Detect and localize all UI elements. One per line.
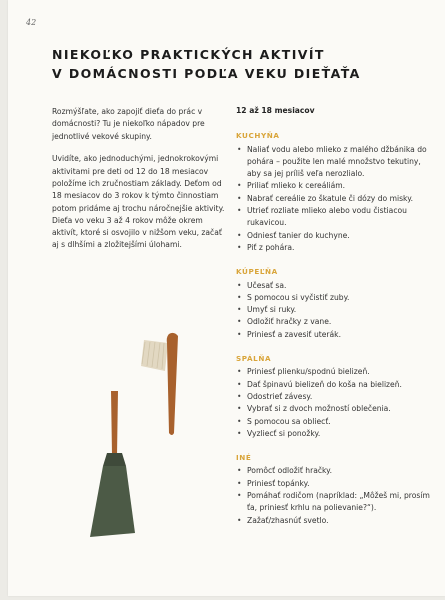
activity-section bbox=[236, 130, 436, 254]
list-item: • Zažať/zhasnúť svetlo. bbox=[236, 515, 436, 527]
list-item: • Odostrieť závesy. bbox=[236, 391, 436, 403]
page-number: 42 bbox=[26, 18, 37, 27]
list-item: • Utrieť rozliate mlieko alebo vodu čistiacou rukavicou. bbox=[236, 205, 436, 230]
brush-bristles bbox=[141, 340, 168, 371]
scraper-ferrule bbox=[103, 453, 126, 466]
section-title: SPÁLŇA bbox=[236, 354, 272, 364]
page-title-line-1: NIEKOĽKO PRAKTICKÝCH AKTIVÍT bbox=[52, 47, 325, 62]
list-item: • Pomáhať rodičom (napríklad: „Môžeš mi, prosím ťa, priniesť krhlu na polievanie?“). bbox=[236, 490, 436, 515]
activity-list bbox=[236, 366, 436, 440]
list-item: • Priniesť topánky. bbox=[236, 478, 436, 490]
brush-handle bbox=[167, 333, 178, 435]
activity-section bbox=[236, 353, 436, 440]
list-item: • Pomôcť odložiť hračky. bbox=[236, 465, 436, 477]
activity-sections bbox=[236, 130, 436, 527]
activity-section bbox=[236, 452, 436, 527]
list-item: • Naliať vodu alebo mlieko z malého džbánika do pohára – použite len malé množstvo tekutiny, aby sa jej príliš veľa nerozlialo. bbox=[236, 144, 436, 181]
scraper-illustration bbox=[90, 391, 135, 537]
list-item: • Priniesť a zavesiť uterák. bbox=[236, 329, 436, 341]
book-page bbox=[8, 0, 445, 596]
list-item: • Umyť si ruky. bbox=[236, 304, 436, 316]
activities-column bbox=[236, 105, 436, 539]
list-item: • Priniesť plienku/spodnú bielizeň. bbox=[236, 366, 436, 378]
section-title: KUCHYŇA bbox=[236, 131, 280, 141]
section-title: KÚPEĽŇA bbox=[236, 267, 278, 277]
list-item: • Odložiť hračky z vane. bbox=[236, 316, 436, 328]
section-title: INÉ bbox=[236, 453, 252, 463]
list-item: • Vyzliecť si ponožky. bbox=[236, 428, 436, 440]
list-item: • Dať špinavú bielizeň do koša na bielizeň. bbox=[236, 379, 436, 391]
list-item: • Vybrať si z dvoch možností oblečenia. bbox=[236, 403, 436, 415]
list-item: • Nabrať cereálie zo škatule či dózy do misky. bbox=[236, 193, 436, 205]
activity-section bbox=[236, 266, 436, 341]
intro-paragraph-2: Uvidíte, ako jednoduchými, jednokrokovými aktivitami pre deti od 12 do 18 mesiacov položíme ich zručnostiam základy. Deťom od 18 mesiacov do 3 rokov k týmto činnostiam potom pridáme aj trochu náročnejšie aktivity. Dieťa vo veku 3 až 4 rokov môže okrem aktivít, ktoré si osvojilo v nižšom veku, začať aj s dlhšími a zložitejšími úlohami. bbox=[52, 154, 225, 250]
list-item: • Priliať mlieko k cereáliám. bbox=[236, 180, 436, 192]
activity-list bbox=[236, 465, 436, 526]
intro-paragraph-1: Rozmýšľate, ako zapojiť dieťa do prác v domácnosti? Tu je niekoľko nápadov pre jednotlivé vekové skupiny. bbox=[52, 107, 205, 141]
list-item: • S pomocou sa obliecť. bbox=[236, 416, 436, 428]
brush-illustration bbox=[141, 333, 178, 435]
list-item: • Piť z pohára. bbox=[236, 242, 436, 254]
scraper-handle bbox=[111, 391, 118, 455]
list-item: • Učesať sa. bbox=[236, 280, 436, 292]
list-item: • S pomocou si vyčistiť zuby. bbox=[236, 292, 436, 304]
page-title-line-2: V DOMÁCNOSTI PODĽA VEKU DIEŤAŤA bbox=[52, 66, 361, 81]
activity-list bbox=[236, 280, 436, 341]
activity-list bbox=[236, 144, 436, 255]
age-heading: 12 až 18 mesiacov bbox=[236, 106, 315, 115]
list-item: • Odniesť tanier do kuchyne. bbox=[236, 230, 436, 242]
scraper-blade bbox=[90, 466, 135, 537]
